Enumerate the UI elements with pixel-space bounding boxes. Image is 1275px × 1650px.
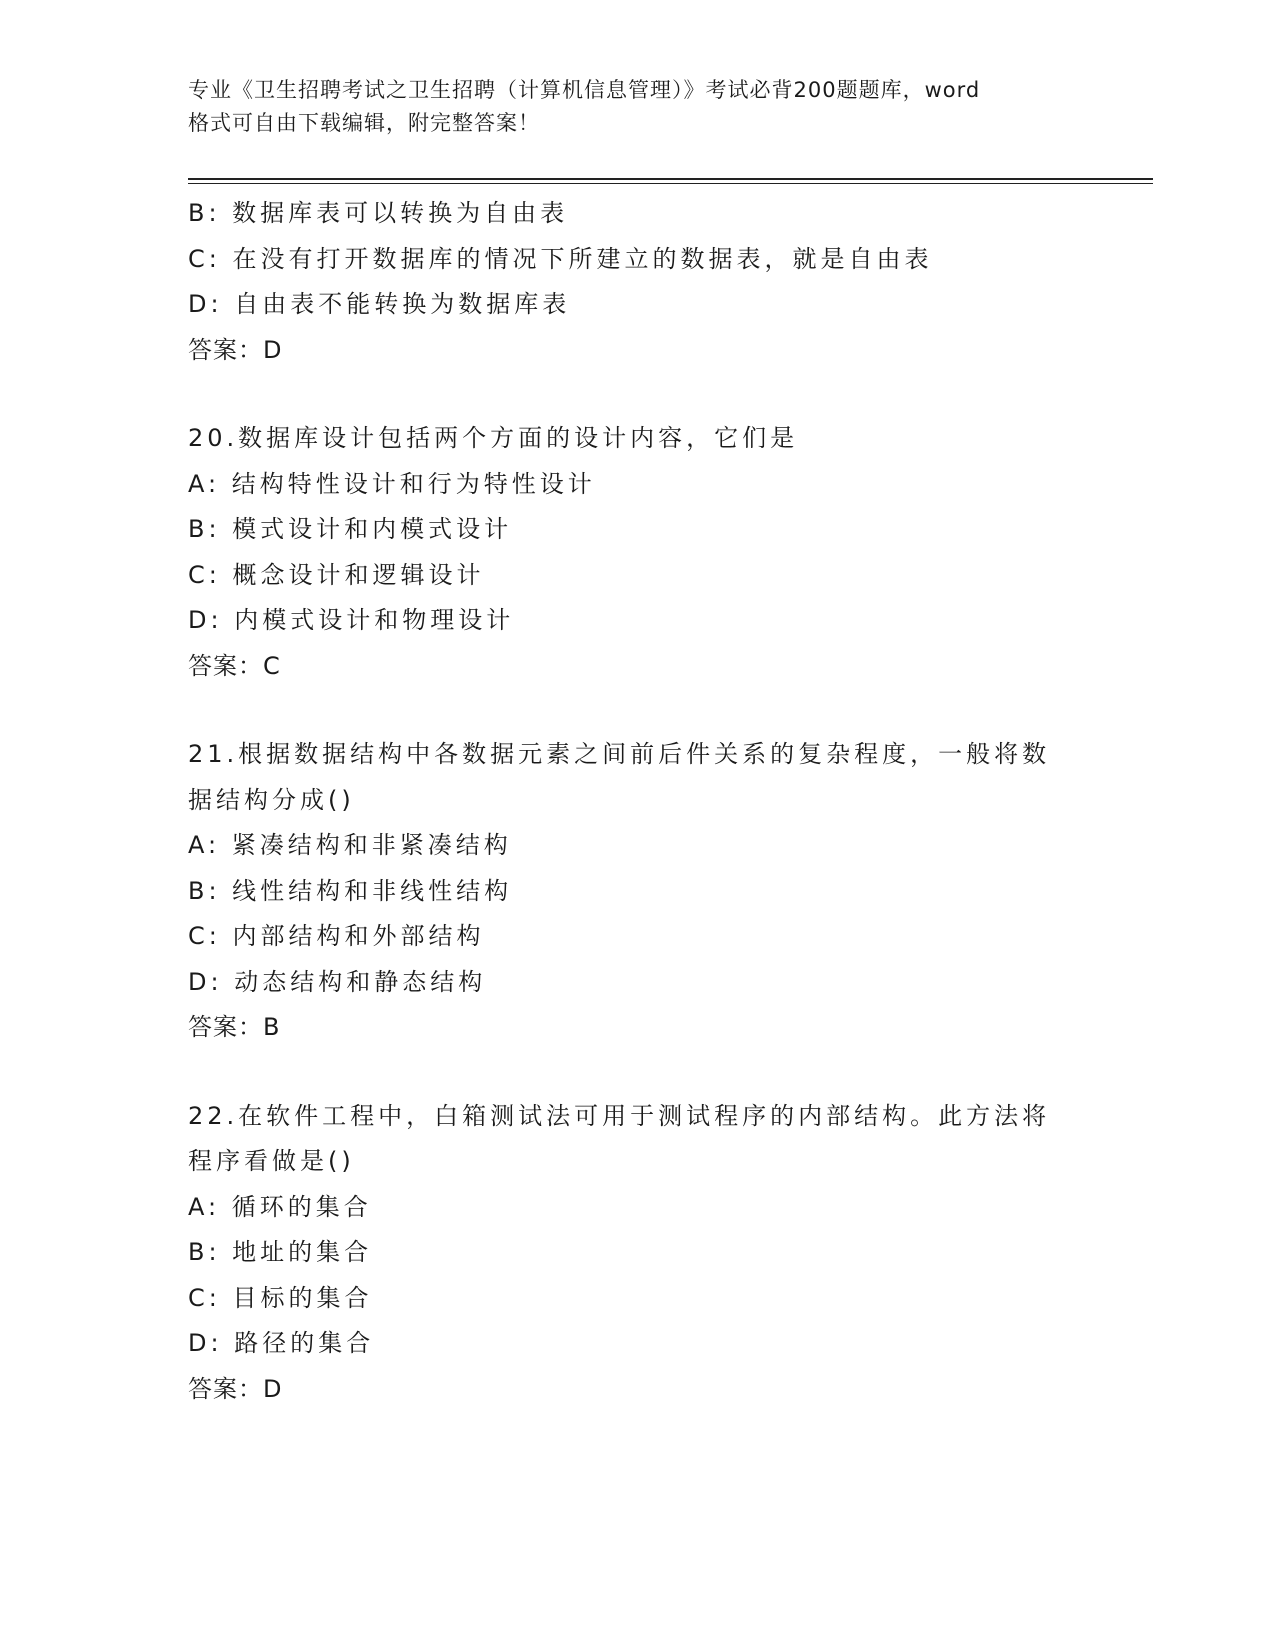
question-text-line-1: 21.根据数据结构中各数据元素之间前后件关系的复杂程度，一般将数 bbox=[188, 740, 1051, 768]
option-a: A: 结构特性设计和行为特性设计 bbox=[188, 469, 596, 498]
header-line-2: 格式可自由下载编辑，附完整答案！ bbox=[188, 111, 540, 135]
header-divider-thin bbox=[188, 183, 1153, 184]
option-b: B: 数据库表可以转换为自由表 bbox=[188, 199, 569, 227]
option-d: D: 动态结构和静态结构 bbox=[188, 967, 487, 996]
document-header bbox=[188, 74, 1088, 140]
question-text-line-2: 程序看做是() bbox=[188, 1147, 355, 1175]
option-c: C: 内部结构和外部结构 bbox=[188, 922, 485, 950]
header-divider-thick bbox=[188, 178, 1153, 180]
question-text-line-1: 22.在软件工程中，白箱测试法可用于测试程序的内部结构。此方法将 bbox=[188, 1101, 1051, 1130]
option-b: B: 线性结构和非线性结构 bbox=[188, 876, 513, 905]
option-b: B: 地址的集合 bbox=[188, 1238, 373, 1266]
question-list bbox=[188, 191, 1088, 1412]
question-20-block bbox=[188, 416, 1088, 689]
header-line-1: 专业《卫生招聘考试之卫生招聘（计算机信息管理）》考试必背200题题库，word bbox=[188, 78, 981, 102]
option-d: D: 内模式设计和物理设计 bbox=[188, 606, 515, 634]
question-text-line-2: 据结构分成() bbox=[188, 785, 355, 814]
answer: 答案：D bbox=[188, 335, 283, 364]
question-21-block bbox=[188, 732, 1088, 1051]
option-a: A: 循环的集合 bbox=[188, 1192, 372, 1221]
answer: 答案：C bbox=[188, 651, 281, 680]
question-22-block bbox=[188, 1094, 1088, 1413]
question-19-block bbox=[188, 191, 1088, 373]
option-d: D: 自由表不能转换为数据库表 bbox=[188, 290, 571, 318]
option-a: A: 紧凑结构和非紧凑结构 bbox=[188, 831, 512, 859]
question-text: 20.数据库设计包括两个方面的设计内容，它们是 bbox=[188, 424, 799, 452]
answer: 答案：B bbox=[188, 1013, 281, 1041]
spacer bbox=[188, 373, 1088, 416]
option-b: B: 模式设计和内模式设计 bbox=[188, 515, 513, 543]
spacer bbox=[188, 689, 1088, 732]
option-c: C: 在没有打开数据库的情况下所建立的数据表，就是自由表 bbox=[188, 244, 933, 273]
answer: 答案：D bbox=[188, 1374, 283, 1403]
option-c: C: 目标的集合 bbox=[188, 1283, 373, 1312]
spacer bbox=[188, 1051, 1088, 1094]
option-c: C: 概念设计和逻辑设计 bbox=[188, 560, 485, 589]
option-d: D: 路径的集合 bbox=[188, 1329, 375, 1357]
